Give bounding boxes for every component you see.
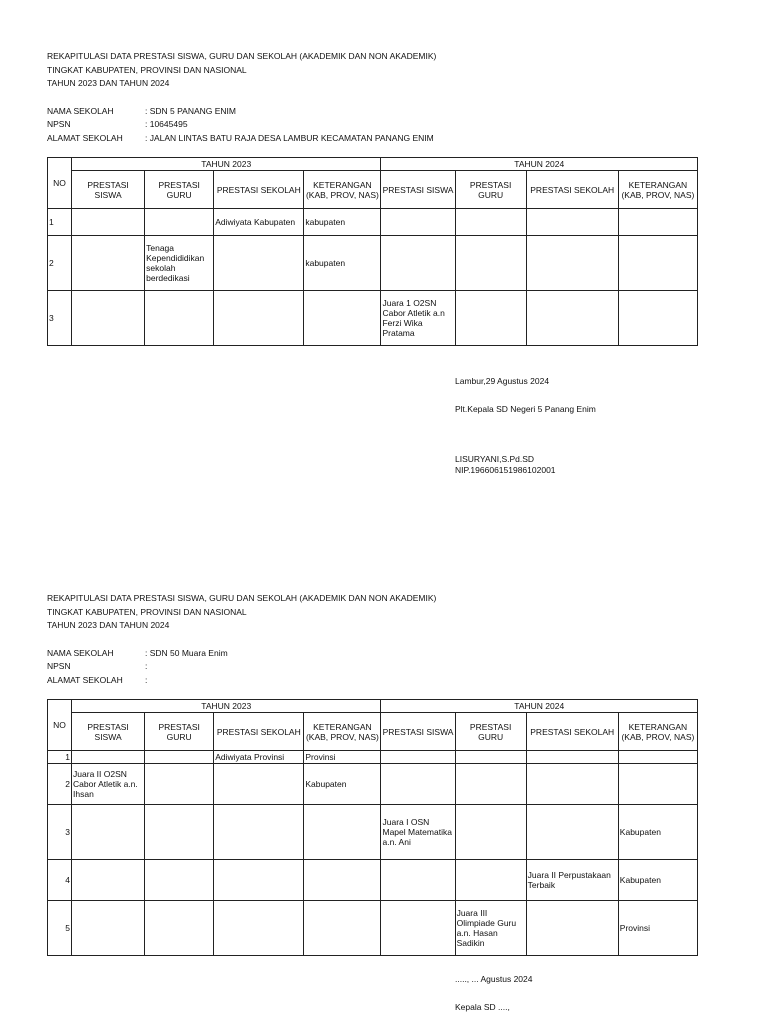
table-cell bbox=[381, 901, 455, 956]
table-cell bbox=[214, 901, 304, 956]
table-cell bbox=[455, 291, 526, 346]
table-cell bbox=[145, 901, 214, 956]
table-cell bbox=[618, 209, 697, 236]
table-cell: Juara II O2SN Cabor Atletik a.n. Ihsan bbox=[72, 764, 145, 805]
table-cell bbox=[145, 764, 214, 805]
year-header-2024: TAHUN 2024 bbox=[381, 158, 698, 171]
column-header: KETERANGAN (KAB, PROV, NAS) bbox=[304, 713, 381, 751]
title-line: TAHUN 2023 DAN TAHUN 2024 bbox=[47, 78, 170, 88]
table-cell bbox=[618, 291, 697, 346]
row-number: 3 bbox=[48, 805, 72, 860]
table-cell bbox=[145, 751, 214, 764]
table-cell bbox=[145, 209, 214, 236]
signature-position: Plt.Kepala SD Negeri 5 Panang Enim bbox=[455, 404, 596, 414]
signature-position: Kepala SD ...., bbox=[455, 1002, 510, 1012]
table-cell bbox=[526, 901, 618, 956]
table-cell: Kabupaten bbox=[618, 805, 697, 860]
row-number: 1 bbox=[48, 209, 72, 236]
column-header: PRESTASI GURU bbox=[455, 713, 526, 751]
table-row bbox=[48, 805, 698, 860]
table-cell bbox=[381, 860, 455, 901]
school-info bbox=[47, 647, 697, 688]
achievement-table bbox=[47, 699, 698, 956]
table-cell bbox=[304, 805, 381, 860]
table-cell bbox=[455, 751, 526, 764]
info-value: : 10645495 bbox=[145, 119, 188, 129]
column-header: PRESTASI GURU bbox=[145, 713, 214, 751]
table-cell: Provinsi bbox=[618, 901, 697, 956]
signature-place-date: Lambur,29 Agustus 2024 bbox=[455, 376, 550, 386]
column-header-no: NO bbox=[48, 700, 72, 751]
signature-block-1 bbox=[455, 376, 596, 476]
table-cell bbox=[214, 860, 304, 901]
table-cell bbox=[72, 860, 145, 901]
table-cell bbox=[455, 236, 526, 291]
table-cell: Juara 1 O2SN Cabor Atletik a.n Ferzi Wika Pratama bbox=[381, 291, 455, 346]
row-number: 2 bbox=[48, 764, 72, 805]
school-info bbox=[47, 105, 697, 146]
table-cell bbox=[145, 805, 214, 860]
info-label: NAMA SEKOLAH bbox=[47, 647, 114, 658]
table-cell: Adiwiyata Kabupaten bbox=[214, 209, 304, 236]
table-cell bbox=[455, 860, 526, 901]
table-cell bbox=[72, 805, 145, 860]
table-cell bbox=[618, 764, 697, 805]
row-number: 5 bbox=[48, 901, 72, 956]
column-header: PRESTASI SISWA bbox=[381, 713, 455, 751]
table-cell bbox=[214, 236, 304, 291]
table-row bbox=[48, 860, 698, 901]
info-value: : SDN 50 Muara Enim bbox=[145, 647, 228, 658]
info-label: NAMA SEKOLAH bbox=[47, 105, 114, 116]
row-number: 4 bbox=[48, 860, 72, 901]
info-value: : JALAN LINTAS BATU RAJA DESA LAMBUR KECAMATAN PANANG ENIM bbox=[145, 132, 434, 143]
table-cell bbox=[304, 291, 381, 346]
column-header: KETERANGAN (KAB, PROV, NAS) bbox=[618, 171, 697, 209]
address-row bbox=[47, 674, 697, 688]
table-cell bbox=[381, 751, 455, 764]
info-label: NPSN bbox=[47, 119, 71, 129]
table-cell: Tenaga Kependididikan sekolah berdedikasi bbox=[145, 236, 214, 291]
achievement-table bbox=[47, 157, 698, 346]
table-cell bbox=[526, 209, 618, 236]
column-header: PRESTASI SISWA bbox=[72, 171, 145, 209]
info-value: : bbox=[145, 674, 148, 685]
table-cell bbox=[72, 236, 145, 291]
table-cell bbox=[526, 764, 618, 805]
info-value: : bbox=[145, 661, 148, 671]
table-cell bbox=[381, 236, 455, 291]
table-row bbox=[48, 764, 698, 805]
table-cell bbox=[455, 805, 526, 860]
table-cell bbox=[618, 751, 697, 764]
table-cell: Kabupaten bbox=[304, 764, 381, 805]
table-cell: Provinsi bbox=[304, 751, 381, 764]
table-cell bbox=[304, 901, 381, 956]
column-header-no: NO bbox=[48, 158, 72, 209]
address-row bbox=[47, 132, 697, 146]
column-header: PRESTASI SISWA bbox=[381, 171, 455, 209]
npsn-row bbox=[47, 118, 697, 132]
table-cell bbox=[214, 805, 304, 860]
signature-name: LISURYANI,S.Pd.SD bbox=[455, 454, 535, 464]
column-header: PRESTASI SEKOLAH bbox=[214, 171, 304, 209]
row-number: 2 bbox=[48, 236, 72, 291]
column-header: PRESTASI SEKOLAH bbox=[214, 713, 304, 751]
row-number: 3 bbox=[48, 291, 72, 346]
column-header: PRESTASI GURU bbox=[455, 171, 526, 209]
table-cell bbox=[72, 901, 145, 956]
title-line: TINGKAT KABUPATEN, PROVINSI DAN NASIONAL bbox=[47, 606, 247, 617]
title-line: TINGKAT KABUPATEN, PROVINSI DAN NASIONAL bbox=[47, 64, 247, 75]
column-header: PRESTASI SISWA bbox=[72, 713, 145, 751]
table-cell: kabupaten bbox=[304, 209, 381, 236]
year-header-2024: TAHUN 2024 bbox=[381, 700, 698, 713]
table-cell bbox=[618, 236, 697, 291]
table-cell: Kabupaten bbox=[618, 860, 697, 901]
table-cell bbox=[526, 751, 618, 764]
signature-nip: NIP.196606151986102001 bbox=[455, 465, 556, 475]
table-cell: Juara I OSN Mapel Matematika a.n. Ani bbox=[381, 805, 455, 860]
signature-place-date: ....., ... Agustus 2024 bbox=[455, 974, 533, 984]
table-cell bbox=[72, 209, 145, 236]
table-cell bbox=[381, 764, 455, 805]
table-cell bbox=[455, 209, 526, 236]
column-header: PRESTASI GURU bbox=[145, 171, 214, 209]
table-cell: Juara III Olimpiade Guru a.n. Hasan Sadikin bbox=[455, 901, 526, 956]
info-value: : SDN 5 PANANG ENIM bbox=[145, 105, 236, 116]
column-header: KETERANGAN (KAB, PROV, NAS) bbox=[304, 171, 381, 209]
recap-document-2 bbox=[47, 592, 697, 956]
column-header: PRESTASI SEKOLAH bbox=[526, 713, 618, 751]
year-header-2023: TAHUN 2023 bbox=[72, 158, 381, 171]
table-cell: Juara II Perpustakaan Terbaik bbox=[526, 860, 618, 901]
table-row bbox=[48, 236, 698, 291]
title-line: REKAPITULASI DATA PRESTASI SISWA, GURU DAN SEKOLAH (AKADEMIK DAN NON AKADEMIK) bbox=[47, 593, 437, 603]
table-cell bbox=[455, 764, 526, 805]
info-label: ALAMAT SEKOLAH bbox=[47, 132, 123, 143]
npsn-row bbox=[47, 660, 697, 674]
title-line: TAHUN 2023 DAN TAHUN 2024 bbox=[47, 620, 170, 630]
table-cell bbox=[72, 751, 145, 764]
column-header: PRESTASI SEKOLAH bbox=[526, 171, 618, 209]
table-cell bbox=[526, 291, 618, 346]
year-header-2023: TAHUN 2023 bbox=[72, 700, 381, 713]
document-title bbox=[47, 50, 697, 91]
document-title bbox=[47, 592, 697, 633]
table-cell bbox=[304, 860, 381, 901]
table-cell bbox=[526, 805, 618, 860]
table-cell: kabupaten bbox=[304, 236, 381, 291]
table-cell bbox=[72, 291, 145, 346]
table-row bbox=[48, 209, 698, 236]
table-cell: Adiwiyata Provinsi bbox=[214, 751, 304, 764]
table-cell bbox=[214, 764, 304, 805]
school-name-row bbox=[47, 647, 697, 661]
signature-block-2 bbox=[455, 974, 533, 1013]
row-number: 1 bbox=[48, 751, 72, 764]
table-row bbox=[48, 901, 698, 956]
table-cell bbox=[381, 209, 455, 236]
table-row bbox=[48, 291, 698, 346]
table-cell bbox=[145, 291, 214, 346]
column-header: KETERANGAN (KAB, PROV, NAS) bbox=[618, 713, 697, 751]
table-cell bbox=[145, 860, 214, 901]
school-name-row bbox=[47, 105, 697, 119]
table-row bbox=[48, 751, 698, 764]
recap-document-1 bbox=[47, 50, 697, 346]
info-label: ALAMAT SEKOLAH bbox=[47, 674, 123, 685]
title-line: REKAPITULASI DATA PRESTASI SISWA, GURU DAN SEKOLAH (AKADEMIK DAN NON AKADEMIK) bbox=[47, 51, 437, 61]
table-cell bbox=[214, 291, 304, 346]
table-cell bbox=[526, 236, 618, 291]
info-label: NPSN bbox=[47, 661, 71, 671]
